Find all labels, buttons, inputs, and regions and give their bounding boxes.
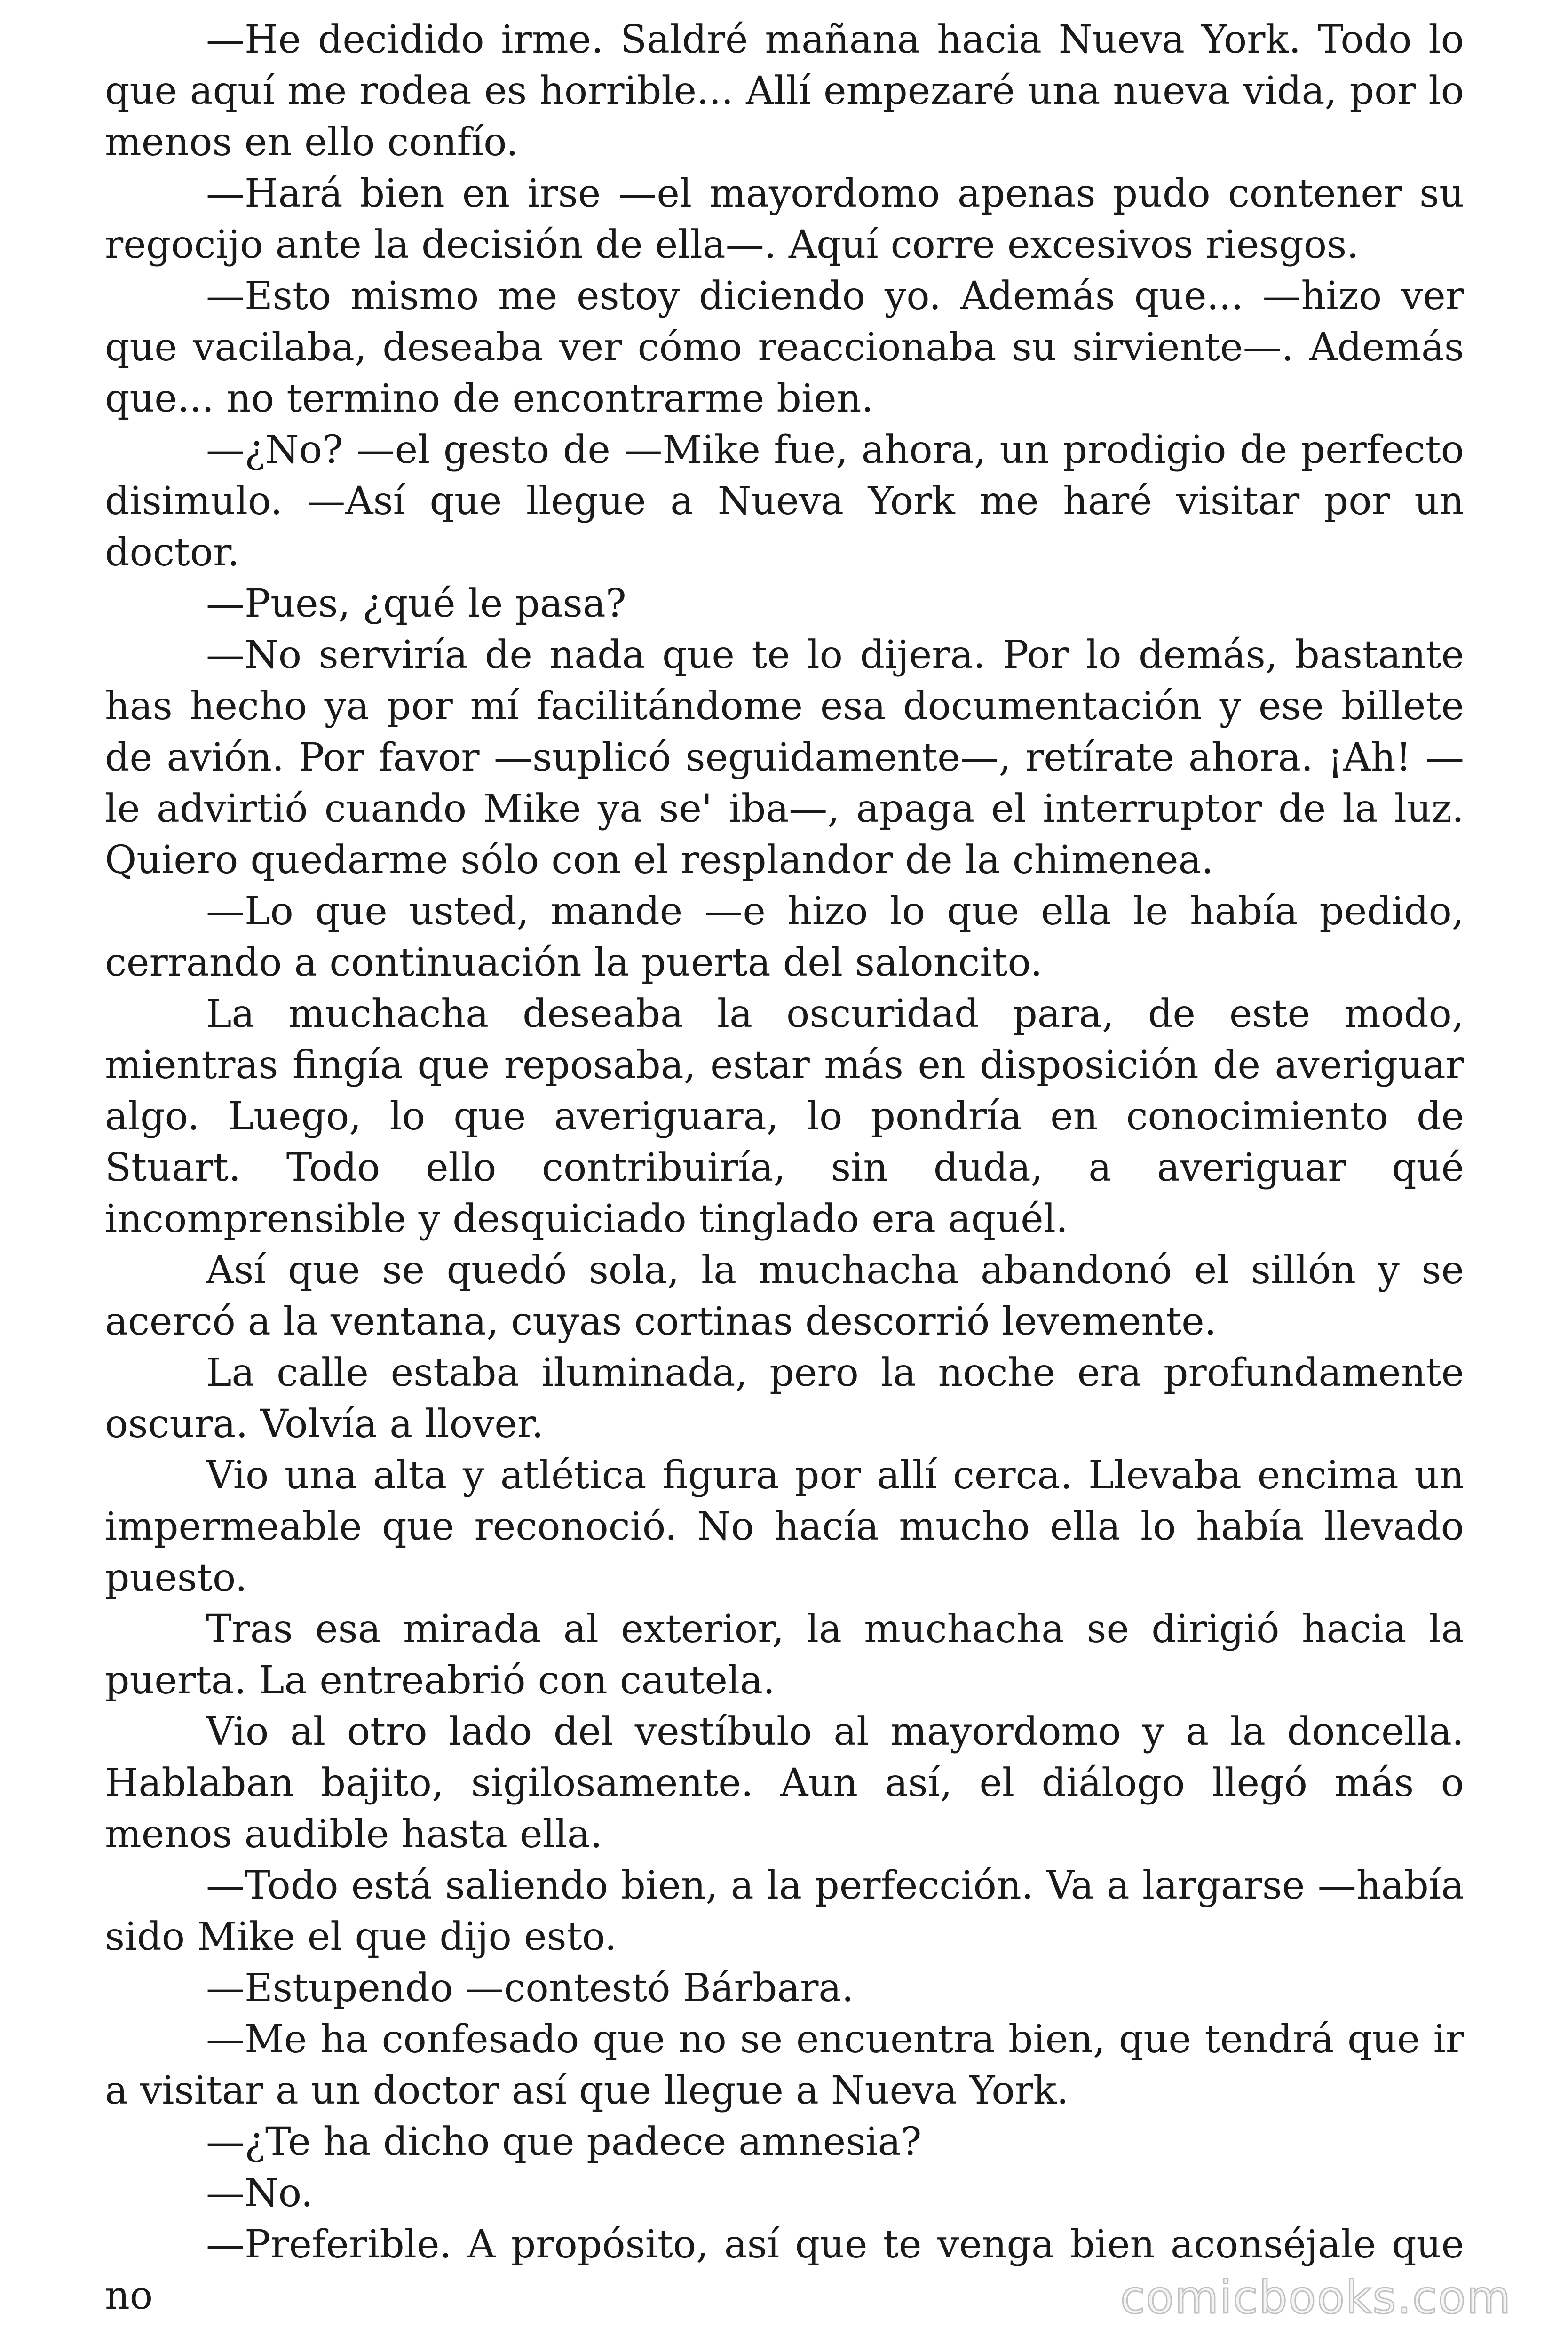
paragraph: —He decidido irme. Saldré mañana hacia Nueva York. Todo lo que aquí me rodea es horrible... Allí empezaré una nueva vida, por lo menos en ello confío. [105,17,1464,165]
paragraph: —¿Te ha dicho que padece amnesia? [206,2120,922,2164]
paragraph: —Todo está saliendo bien, a la perfección. Va a largarse —había sido Mike el que dijo esto. [105,1863,1464,1959]
watermark: comicbooks.com [1120,2271,1512,2324]
paragraph: —Preferible. A propósito, así que te venga bien aconséjale que no [105,2222,1464,2318]
paragraph: —Lo que usted, mande —e hizo lo que ella le había pedido, cerrando a continuación la puerta del saloncito. [105,889,1464,985]
paragraph: La calle estaba iluminada, pero la noche era profundamente oscura. Volvía a llover. [105,1351,1464,1446]
paragraph: —Pues, ¿qué le pasa? [206,581,626,626]
paragraph: —No serviría de nada que te lo dijera. Por lo demás, bastante has hecho ya por mí facilitándome esa documentación y ese billete de avión. Por favor —suplicó seguidamente—, retírate ahora. ¡Ah! —le advirtió cuando Mike ya se' iba—, apaga el interruptor de la luz. Quiero quedarme sólo con el resplandor de la chimenea. [105,633,1464,882]
paragraph: Así que se quedó sola, la muchacha abandonó el sillón y se acercó a la ventana, cuyas cortinas descorrió levemente. [105,1248,1464,1344]
paragraph: La muchacha deseaba la oscuridad para, de este modo, mientras fingía que reposaba, estar más en disposición de averiguar algo. Luego, lo que averiguara, lo pondría en conocimiento de Stuart. Todo ello contribuiría, sin duda, a averiguar qué incomprensible y desquiciado tinglado era aquél. [105,992,1464,1241]
paragraph: —Me ha confesado que no se encuentra bien, que tendrá que ir a visitar a un doctor así que llegue a Nueva York. [105,2017,1464,2113]
paragraph: —¿No? —el gesto de —Mike fue, ahora, un prodigio de perfecto disimulo. —Así que llegue a Nueva York me haré visitar por un doctor. [105,428,1464,575]
paragraph: Tras esa mirada al exterior, la muchacha se dirigió hacia la puerta. La entreabrió con cautela. [105,1607,1464,1703]
paragraph: —Estupendo —contestó Bárbara. [206,1966,854,2010]
paragraph: —Esto mismo me estoy diciendo yo. Además que... —hizo ver que vacilaba, deseaba ver cómo reaccionaba su sirviente—. Además que... no termino de encontrarme bien. [105,274,1464,421]
paragraph: —Hará bien en irse —el mayordomo apenas pudo contener su regocijo ante la decisión de ella—. Aquí corre excesivos riesgos. [105,171,1464,267]
paragraph: —No. [206,2171,313,2216]
paragraph: Vio una alta y atlética figura por allí cerca. Llevaba encima un impermeable que reconoció. No hacía mucho ella lo había llevado puesto. [105,1453,1464,1600]
document-body [105,14,1464,2321]
paragraph: Vio al otro lado del vestíbulo al mayordomo y a la doncella. Hablaban bajito, sigilosamente. Aun así, el diálogo llegó más o menos audible hasta ella. [105,1709,1464,1857]
